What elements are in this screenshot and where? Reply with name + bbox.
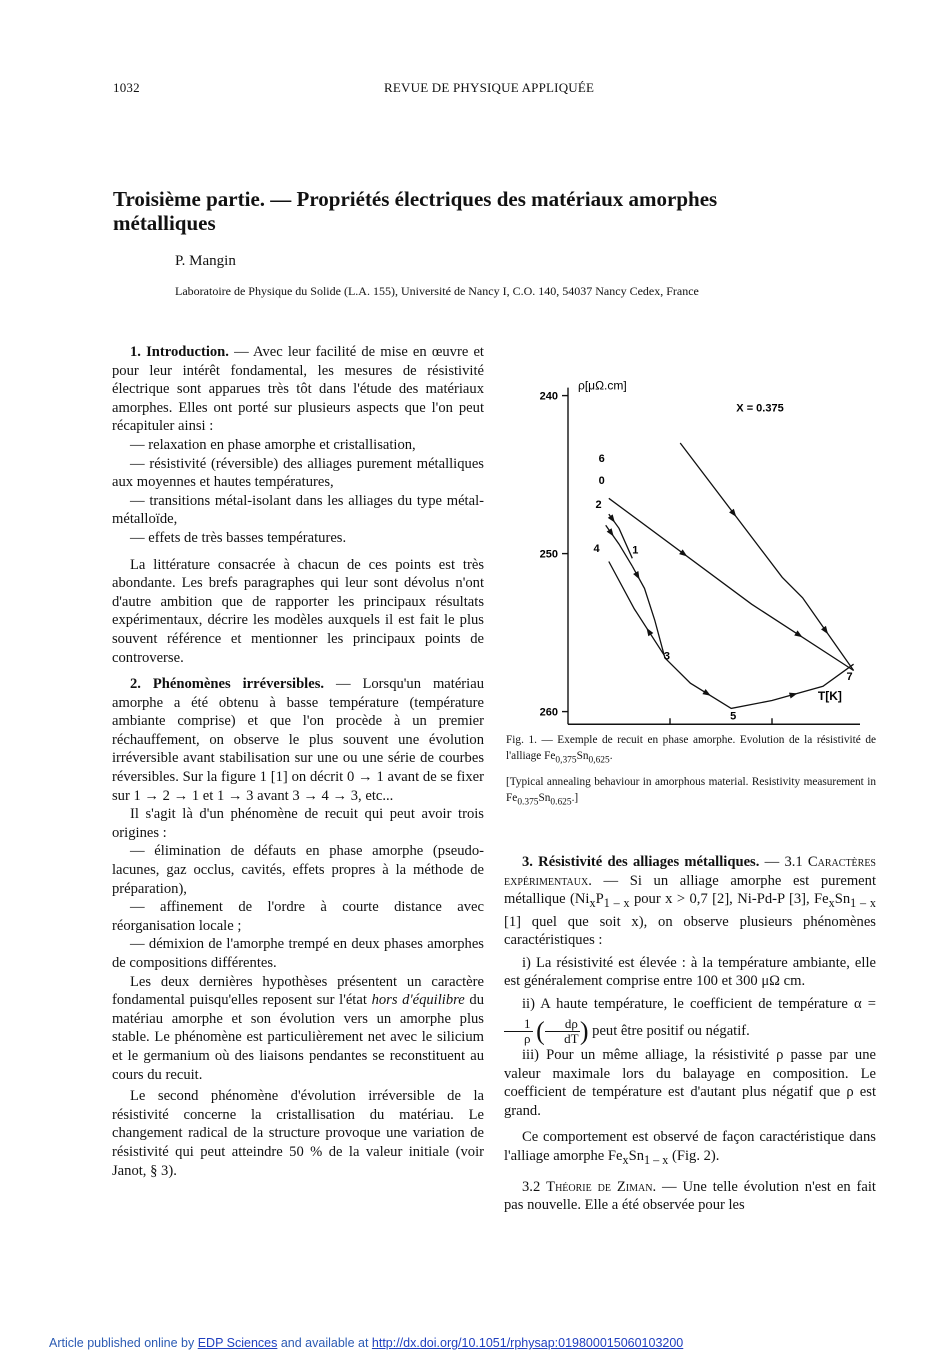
list-item: i) La résistivité est élevée : à la température ambiante, elle est généralement comprise entre 100 et 300 μΩ cm. [504, 954, 876, 990]
y-axis-label: ρ[μΩ.cm] [578, 378, 627, 393]
caption-french: Fig. 1. — Exemple de recuit en phase amorphe. Evolution de la résistivité de l'alliage $Fe_{0,375}Sn_{0,625}$. [506, 734, 876, 766]
composition-label: X = 0.375 [736, 402, 784, 415]
list-item: — relaxation en phase amorphe et cristallisation, [130, 436, 416, 453]
point-label: 2 [595, 498, 602, 511]
chart-axes [562, 388, 860, 725]
point-label: 4 [593, 543, 600, 556]
point-label: 7 [846, 671, 853, 683]
paragraph: Le second phénomène d'évolution irréversible de la résistivité concerne la cristallisation du matériau. Le changement radical de la structure provoque une variation de résistivité qui peut atteindre 50 % de la valeur initiale (voir Janot, § 3). [112, 1088, 484, 1179]
point-label: 1 [632, 544, 639, 557]
arrow-head [794, 630, 804, 639]
point-label: 3 [663, 650, 671, 663]
fraction: $\frac{1}{\rho}$ [504, 1017, 533, 1046]
intro-paragraph: 1. Introduction. — Avec leur facilité de mise en œuvre et pour leur intérêt fondamental, les mesures de résistivité électrique sont apparues très tôt dans l'étude des matériaux amorphes. Elles ont porté sur plusieurs aspects que l'on peut récapituler ainsi : [112, 344, 484, 435]
chart-labels [540, 379, 860, 730]
list-item: — résistivité (réversible) des alliages purement métalliques aux moyennes et hautes températures, [112, 455, 484, 491]
paragraph: 3.2 Théorie de Ziman. — Une telle évolution n'est en fait pas nouvelle. Elle a été observée pour les [504, 1178, 876, 1214]
article-title: Troisième partie. — Propriétés électriques des matériaux amorphes métalliques [113, 187, 718, 235]
chart-arrows [607, 509, 831, 699]
paragraph: 3. Résistivité des alliages métalliques. — 3.1 Caractères expérimentaux. — Si un alliage amorphe est purement métallique ($Ni_xP_{1 - x}$ pour x > 0,7 [2], Ni-Pd-P [3], $Fe_xSn_{1 - x}$ [1] quel que soit x), on observe plusieurs phénomènes caractéristiques : [504, 854, 877, 949]
chart-series [606, 443, 854, 708]
journal-title: REVUE DE PHYSIQUE APPLIQUÉE [384, 80, 595, 95]
arrow-head [821, 626, 831, 636]
y-tick-label: 250 [539, 548, 558, 561]
paragraph: 2. Phénomènes irréversibles. — Lorsqu'un matériau amorphe a été obtenu à basse température (température ambiante comprise) et que l'on procède à un premier réchauffement, on observe le plus souvent une évolution irréversible avant stabilisation sur une ou une série de courbes réversibles. Sur la figure 1 [1] on décrit 0 → 1 avant de se fixer sur 1 → 2 → 1 et 1 → 3 avant 3 → 4 → 3, etc... [112, 676, 484, 804]
list-item: iii) Pour un même alliage, la résistivité ρ passe par une valeur maximale lors du balayage en composition. Le coefficient de température est d'autant plus négatif que ρ est grand. [504, 1047, 876, 1119]
section-2-heading: 2. Phénomènes irréversibles. [130, 676, 325, 693]
section-3-heading: 3. Résistivité des alliages métalliques. [522, 854, 760, 870]
point-label: 6 [598, 452, 605, 465]
list-item: — affinement de l'ordre à courte distance avec réorganisation locale ; [112, 899, 484, 934]
arrow-head [789, 691, 798, 699]
series-line [680, 443, 853, 671]
series-line [632, 566, 665, 658]
paragraph: Ce comportement est observé de façon caractéristique dans l'alliage amorphe $Fe_xSn_{1 - x}$ (Fig. 2). [504, 1129, 876, 1167]
series-line [609, 498, 854, 670]
list-item: — élimination de défauts en phase amorphe (pseudo-lacunes, gaz occlus, cavités, effets propres à la méthode de préparation), [112, 843, 484, 897]
point-label: 5 [730, 710, 737, 723]
paragraph: Il s'agit là d'un phénomène de recuit qui peut avoir trois origines : [112, 806, 484, 841]
author-affiliation: Laboratoire de Physique du Solide (L.A. 155), Université de Nancy I, C.O. 140, 54037 Nancy Cedex, France [175, 284, 699, 298]
y-tick-label: 260 [539, 706, 558, 719]
arrow-head [607, 528, 617, 538]
caption-english: [Typical annealing behaviour in amorphous material. Resistivity measurement in $Fe_{0.375}Sn_{0.625}$.] [506, 776, 876, 808]
arrow-head [644, 626, 653, 636]
page-number: 1032 [113, 80, 140, 95]
paragraph: La littérature consacrée à chacun de ces points est très abondante. Les brefs paragraphes qui leur sont dévolus n'ont d'autre ambition que de rapporter les principaux résultats expérimentaux, décrire les modèles auxquels il est fait le plus souvent référence et mentionner les principaux points de controverse. [112, 556, 484, 666]
list-item: — transitions métal-isolant dans les alliages du type métal-métalloïde, [112, 492, 484, 528]
derivative: $\frac{d\rho}{dT}$ [545, 1017, 580, 1046]
arrow-head [608, 514, 618, 524]
author-name: P. Mangin [175, 253, 236, 269]
section-1-heading: 1. Introduction. [130, 344, 229, 360]
left-column [112, 343, 484, 1180]
arrow-head [633, 571, 642, 581]
list-item: — effets de très basses températures. [130, 529, 347, 546]
list-item: ii) A haute température, le coefficient de température α = $\frac{1}{\rho}$ ( $\frac{d\rho}{dT}$ ) peut être positif ou négatif. [504, 991, 876, 1046]
list-item: — démixion de l'amorphe trempé en deux phases amorphes de compositions différentes. [112, 936, 484, 971]
x-axis-label: T[K] [817, 688, 842, 703]
figure-1-chart [530, 338, 860, 730]
publisher-link[interactable]: EDP Sciences [197, 1336, 278, 1350]
footer-note: Article published online by EDP Sciences and available at http://dx.doi.org/10.1051/rphysap:019800015060103200 [49, 1336, 684, 1350]
y-tick-label: 240 [539, 390, 558, 403]
paragraph: Les deux dernières hypothèses présentent un caractère fondamental puisqu'elles reposent sur l'état hors d'équilibre du matériau amorphe et son évolution vers un amorphe plus stable. Le phénomène est particulièrement net avec le silicium et le germanium où des liaisons pendantes se reconstituent au cours du recuit. [112, 973, 485, 1083]
arrow-head [702, 689, 712, 698]
figure-1-caption [506, 732, 876, 811]
point-label: 0 [598, 475, 605, 488]
right-column [504, 853, 876, 1215]
doi-link[interactable]: http://dx.doi.org/10.1051/rphysap:019800015060103200 [371, 1336, 684, 1350]
